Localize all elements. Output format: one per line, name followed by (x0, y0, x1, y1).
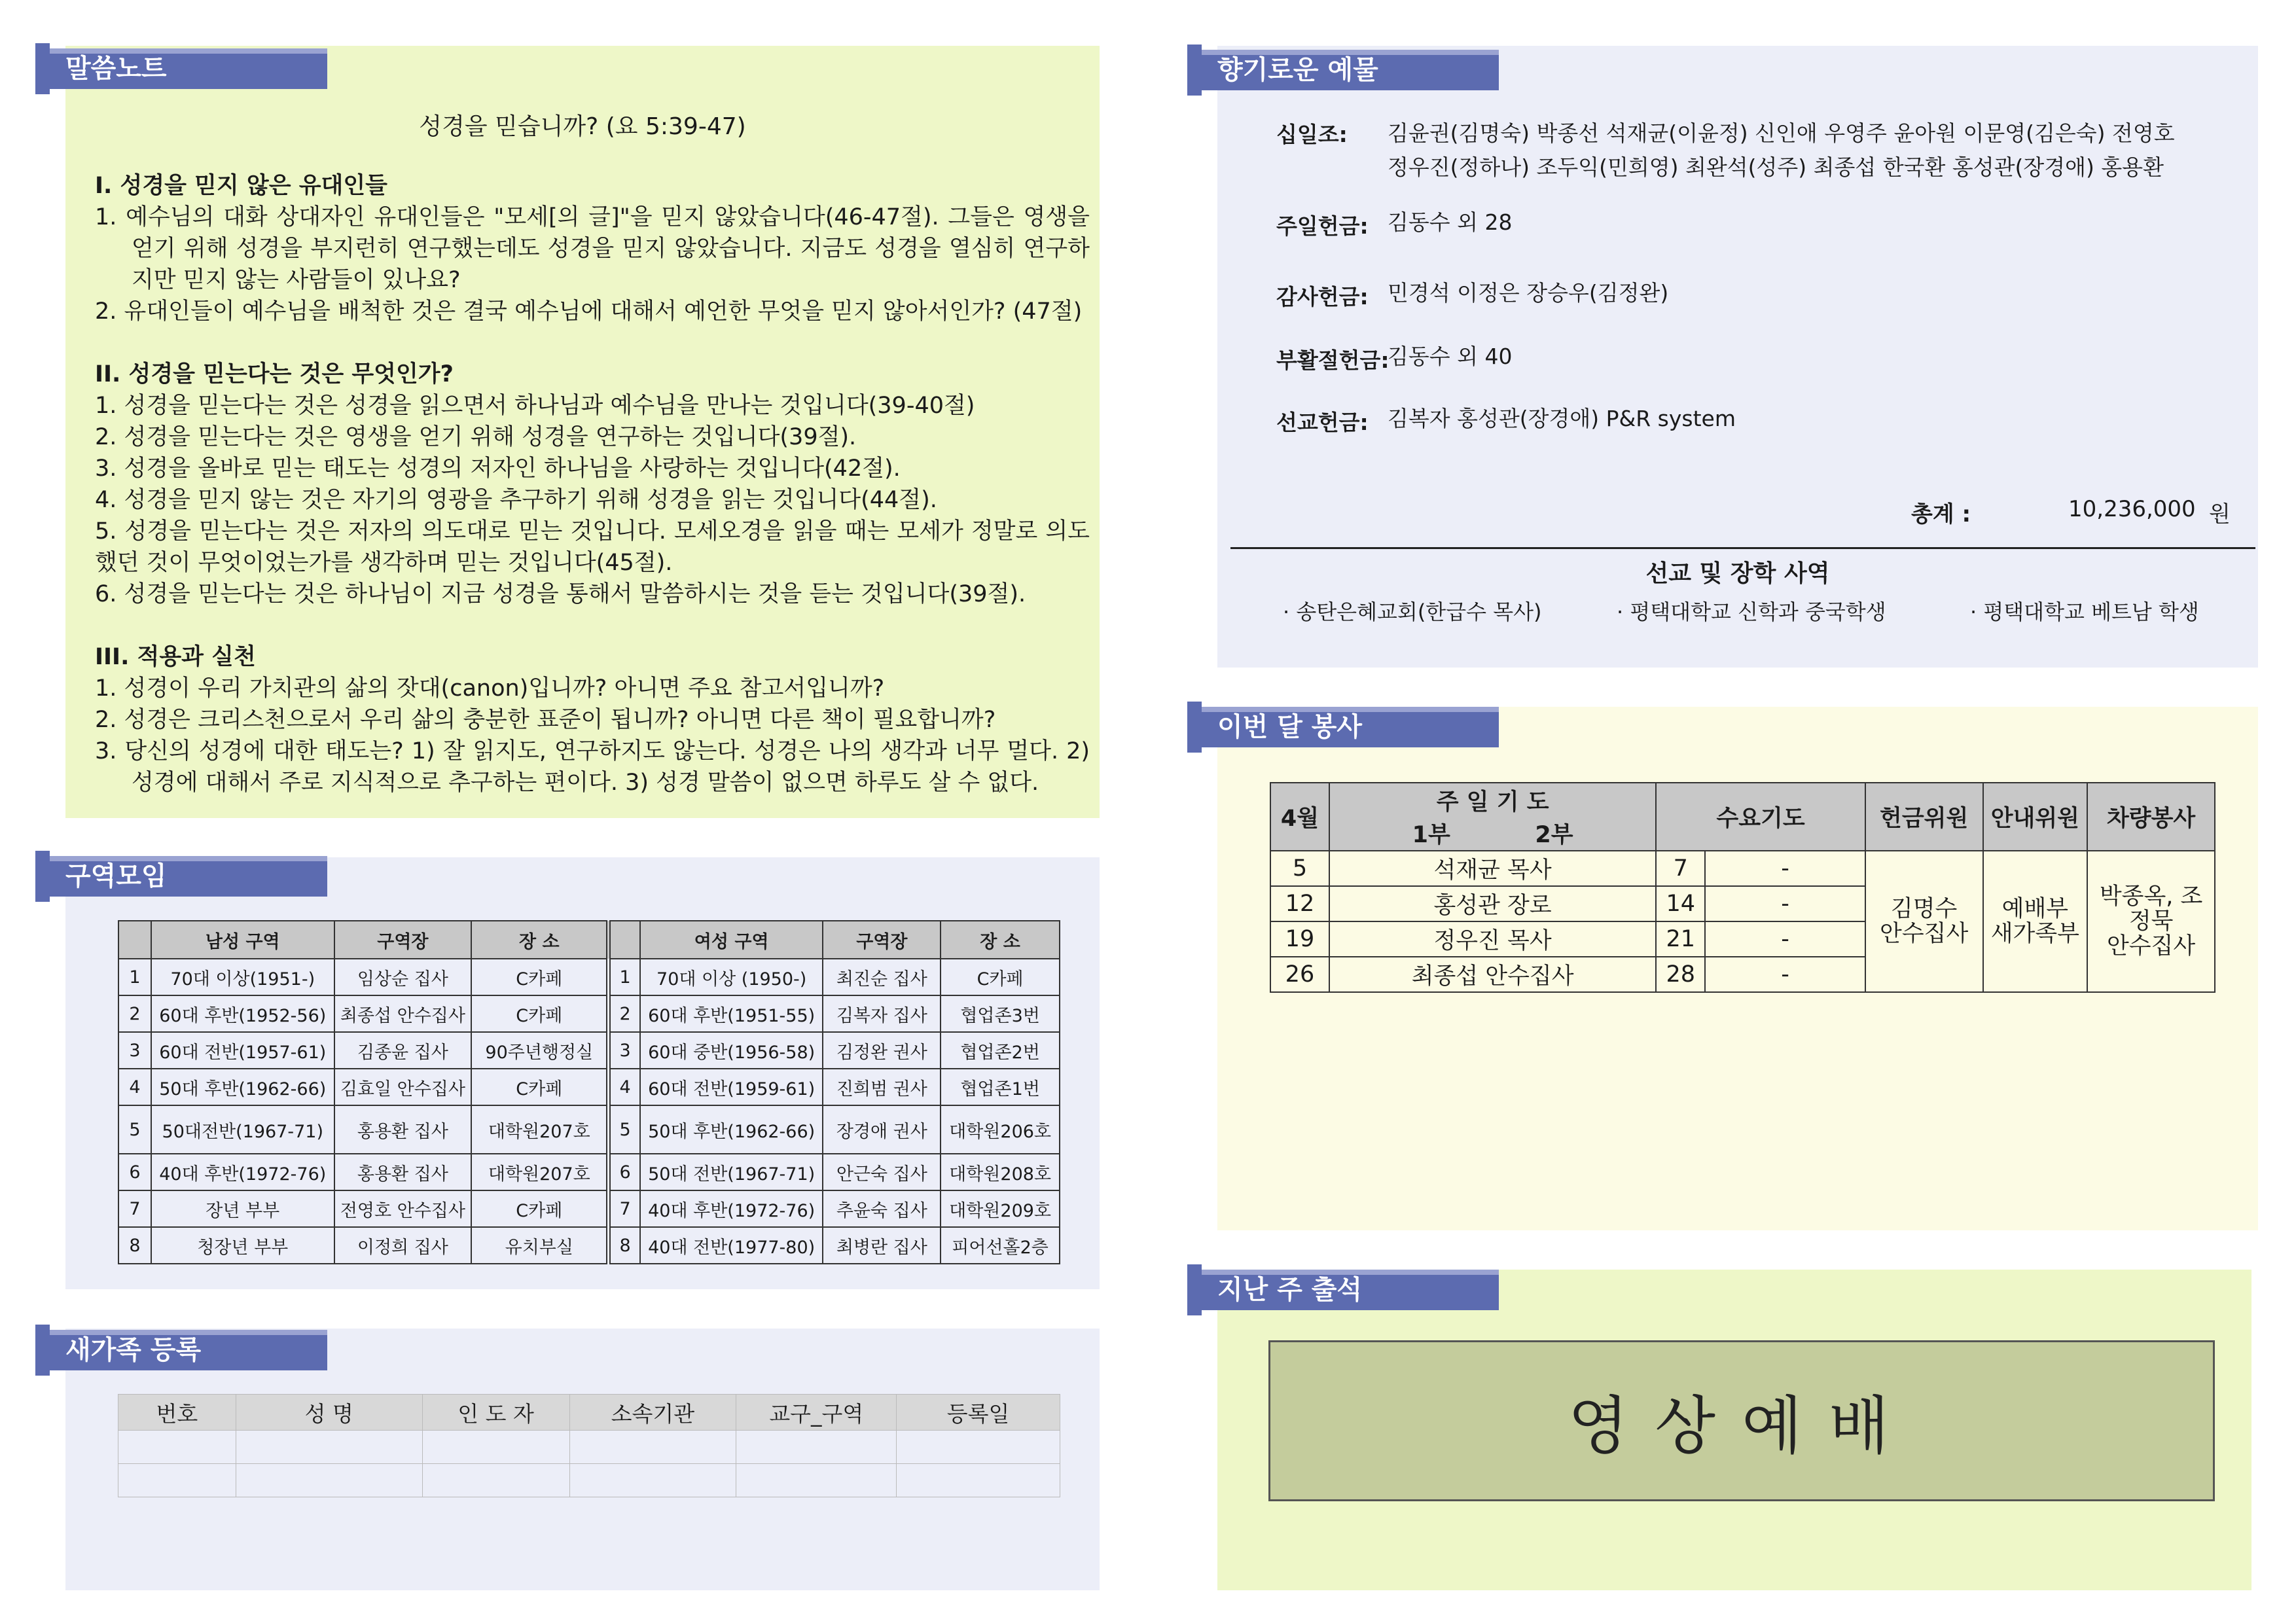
district-cell-f-place: 피어선홀2층 (941, 1227, 1060, 1264)
district-cell-f-area: 60대 후반(1951-55) (640, 995, 823, 1032)
district-cell-f-leader: 추윤숙 집사 (823, 1190, 941, 1227)
table-row (118, 1431, 1060, 1464)
offering-names: 김복자 홍성관(장경애) P&R system (1388, 406, 1736, 431)
table-row (118, 1105, 1060, 1154)
column-header: 인 도 자 (422, 1395, 569, 1431)
section-item: 3. 당신의 성경에 대한 태도는? 1) 잘 읽지도, 연구하지도 않는다. 성경은 나의 생각과 너무 멀다. 2) 성경에 대해서 주로 지식적으로 추구하는 편이다. 3) 성경 말씀이 없으면 하루도 살 수 없다. (95, 738, 1090, 796)
table-header-row (118, 1395, 1060, 1431)
district-table (118, 920, 1060, 1264)
column-header: 교구_구역 (736, 1395, 897, 1431)
district-cell-f-n: 3 (609, 1032, 640, 1069)
mission-item: · 평택대학교 신학과 중국학생 (1617, 599, 1886, 624)
column-header: 번호 (118, 1395, 236, 1431)
district-cell-n: 3 (118, 1032, 151, 1069)
section-item: 2. 성경을 믿는다는 것은 영생을 얻기 위해 성경을 연구하는 것입니다(39절). (95, 424, 857, 450)
district-cell-f-area: 70대 이상 (1950-) (640, 959, 823, 995)
district-cell-m-area: 60대 전반(1957-61) (151, 1032, 334, 1069)
vehicle-header: 차량봉사 (2087, 783, 2215, 851)
table-row: 12 홍성관 장로 14 - (1270, 886, 2215, 921)
district-cell-m-leader: 김효일 안수집사 (334, 1069, 472, 1105)
section-item: 2. 성경은 크리스천으로서 우리 삶의 충분한 표준이 됩니까? 아니면 다른 책이 필요합니까? (95, 707, 996, 733)
sunday-prayer-header: 주 일 기 도 1부 2부 (1329, 783, 1656, 851)
service-table (1270, 782, 2215, 993)
offering-label: 감사헌금: (1276, 284, 1369, 310)
district-cell-m-area: 50대 후반(1962-66) (151, 1069, 334, 1105)
district-cell-f-n: 4 (609, 1069, 640, 1105)
column-header: 성 명 (236, 1395, 422, 1431)
new-family-table (118, 1394, 1060, 1497)
district-cell-f-leader: 김복자 집사 (823, 995, 941, 1032)
district-cell-n: 7 (118, 1190, 151, 1227)
section-item: 1. 예수님의 대화 상대자인 유대인들은 "모세[의 글]"을 믿지 않았습니다(46-47절). 그들은 영생을 얻기 위해 성경을 부지런히 연구했는데도 성경을 믿지 않았습니다. 지금도 성경을 열심히 연구하지만 믿지 않는 사람들이 있나요? (95, 204, 1090, 293)
district-cell-f-leader: 최진순 집사 (823, 959, 941, 995)
district-cell-f-area: 40대 전반(1977-80) (640, 1227, 823, 1264)
table-row (118, 1464, 1060, 1497)
offering-panel (1217, 46, 2258, 668)
column-header: 구역장 (334, 921, 472, 959)
offering-label: 부활절헌금: (1276, 348, 1390, 373)
district-cell-m-area: 장년 부부 (151, 1190, 334, 1227)
offering-names: 김동수 외 28 (1388, 209, 1513, 235)
district-cell-f-n: 6 (609, 1154, 640, 1190)
table-row: 19 정우진 목사 21 - (1270, 921, 2215, 957)
table-row (118, 1227, 1060, 1264)
district-cell-m-leader: 홍용환 집사 (334, 1154, 472, 1190)
table-header-row (118, 921, 1060, 959)
district-cell-m-place: 대학원207호 (471, 1105, 609, 1154)
district-cell-f-n: 5 (609, 1105, 640, 1154)
mission-title: 선교 및 장학 사역 (1645, 560, 1830, 587)
video-worship-box: 영상예배 (1268, 1340, 2215, 1501)
offering-names: 김윤권(김명숙) 박종선 석재균(이윤정) 신인애 우영주 윤아원 이문영(김은숙) 전영호 정우진(정하나) 조두익(민희영) 최완석(성주) 최종섭 한국환 홍성관(장경애) 홍용환 (1388, 120, 2175, 180)
district-cell-n: 1 (118, 959, 151, 995)
column-header: 구역장 (823, 921, 941, 959)
district-cell-f-leader: 최병란 집사 (823, 1227, 941, 1264)
offering-header: 향기로운 예물 (1193, 50, 1499, 90)
district-cell-f-place: 대학원209호 (941, 1190, 1060, 1227)
section-item: 1. 성경이 우리 가치관의 삶의 잣대(canon)입니까? 아니면 주요 참고서입니까? (95, 675, 885, 702)
table-row: 26 최종섭 안수집사 28 - (1270, 957, 2215, 992)
district-cell-f-leader: 안근숙 집사 (823, 1154, 941, 1190)
service-header: 이번 달 봉사 (1193, 707, 1499, 747)
district-cell-m-place: C카페 (471, 995, 609, 1032)
district-cell-f-area: 50대 전반(1967-71) (640, 1154, 823, 1190)
district-panel (65, 857, 1100, 1289)
section-item: 1. 성경을 믿는다는 것은 성경을 읽으면서 하나님과 예수님을 만나는 것입니다(39-40절) (95, 393, 975, 419)
district-cell-f-leader: 진희범 권사 (823, 1069, 941, 1105)
district-cell-f-place: C카페 (941, 959, 1060, 995)
district-cell-n: 8 (118, 1227, 151, 1264)
district-cell-m-leader: 이정희 집사 (334, 1227, 472, 1264)
offering-names: 민경석 이정은 장승우(김정완) (1388, 280, 1669, 306)
district-cell-f-n: 2 (609, 995, 640, 1032)
offering-label: 선교헌금: (1276, 410, 1369, 435)
district-cell-m-place: C카페 (471, 1190, 609, 1227)
attendance-header: 지난 주 출석 (1193, 1270, 1499, 1310)
table-row (118, 1154, 1060, 1190)
section-heading: III. 적용과 실천 (95, 644, 256, 670)
column-header: 여성 구역 (640, 921, 823, 959)
divider (1230, 547, 2255, 549)
total-unit: 원 (2209, 501, 2231, 527)
table-row (118, 959, 1060, 995)
district-cell-f-area: 40대 후반(1972-76) (640, 1190, 823, 1227)
district-cell-m-leader: 홍용환 집사 (334, 1105, 472, 1154)
district-cell-m-place: 90주년행정실 (471, 1032, 609, 1069)
section-item: 4. 성경을 믿지 않는 것은 자기의 영광을 추구하기 위해 성경을 읽는 것입니다(44절). (95, 487, 937, 513)
district-cell-m-place: 유치부실 (471, 1227, 609, 1264)
section-heading: I. 성경을 믿지 않은 유대인들 (95, 173, 387, 199)
part1-label: 1부 (1412, 822, 1450, 848)
section-item: 2. 유대인들이 예수님을 배척한 것은 결국 예수님에 대해서 예언한 무엇을 믿지 않아서인가? (47절) (95, 298, 1083, 325)
part2-label: 2부 (1535, 822, 1573, 848)
district-cell-f-n: 7 (609, 1190, 640, 1227)
district-cell-f-area: 60대 전반(1959-61) (640, 1069, 823, 1105)
district-cell-n: 4 (118, 1069, 151, 1105)
district-cell-m-leader: 임상순 집사 (334, 959, 472, 995)
column-header: 장 소 (471, 921, 609, 959)
district-cell-m-leader: 최종섭 안수집사 (334, 995, 472, 1032)
offering-label: 십일조: (1276, 122, 1348, 147)
section-heading: II. 성경을 믿는다는 것은 무엇인가? (95, 361, 454, 387)
district-cell-m-place: C카페 (471, 959, 609, 995)
mission-item: · 송탄은혜교회(한급수 목사) (1283, 599, 1542, 624)
table-row (118, 1069, 1060, 1105)
district-cell-n: 5 (118, 1105, 151, 1154)
section-item: 5. 성경을 믿는다는 것은 저자의 의도대로 믿는 것입니다. 모세오경을 읽을 때는 모세가 정말로 의도했던 것이 무엇이었는가를 생각하며 믿는 것입니다(45절). (95, 518, 1090, 576)
month-header: 4월 (1270, 783, 1329, 851)
table-row (118, 995, 1060, 1032)
district-cell-m-area: 70대 이상(1951-) (151, 959, 334, 995)
sermon-title: 성경을 믿습니까? (요 5:39-47) (419, 113, 746, 140)
district-cell-f-area: 50대 후반(1962-66) (640, 1105, 823, 1154)
sermon-note-panel (65, 46, 1100, 818)
vehicle-cell: 박종옥, 조정묵 안수집사 (2087, 851, 2215, 992)
column-header: 장 소 (941, 921, 1060, 959)
district-cell-f-leader: 장경애 권사 (823, 1105, 941, 1154)
district-cell-m-area: 40대 후반(1972-76) (151, 1154, 334, 1190)
district-cell-n: 6 (118, 1154, 151, 1190)
mission-item: · 평택대학교 베트남 학생 (1970, 599, 2199, 624)
district-cell-m-leader: 김종윤 집사 (334, 1032, 472, 1069)
offering-committee-header: 헌금위원 (1865, 783, 1983, 851)
new-family-header: 새가족 등록 (41, 1330, 327, 1370)
new-family-panel (65, 1329, 1100, 1590)
district-cell-f-place: 협업존2번 (941, 1032, 1060, 1069)
total-label: 총계 : (1911, 501, 1971, 527)
district-cell-m-place: 대학원207호 (471, 1154, 609, 1190)
attendance-panel (1217, 1270, 2251, 1590)
column-header: 등록일 (897, 1395, 1060, 1431)
district-cell-f-place: 협업존3번 (941, 995, 1060, 1032)
district-cell-f-place: 협업존1번 (941, 1069, 1060, 1105)
table-row: 5 석재균 목사 7 - 김명수 안수집사 예배부 새가족부 박종옥, 조정묵 안수집사 (1270, 851, 2215, 886)
section-item: 6. 성경을 믿는다는 것은 하나님이 지금 성경을 통해서 말씀하시는 것을 듣는 것입니다(39절). (95, 581, 1026, 607)
offering-label: 주일헌금: (1276, 213, 1369, 239)
table-row (118, 1190, 1060, 1227)
district-cell-m-leader: 전영호 안수집사 (334, 1190, 472, 1227)
service-panel (1217, 707, 2258, 1230)
district-cell-f-n: 1 (609, 959, 640, 995)
total-value: 10,236,000 (2068, 496, 2196, 522)
offering-committee-cell: 김명수 안수집사 (1865, 851, 1983, 992)
district-cell-f-place: 대학원206호 (941, 1105, 1060, 1154)
district-cell-m-area: 50대전반(1967-71) (151, 1105, 334, 1154)
district-cell-m-place: C카페 (471, 1069, 609, 1105)
column-header: 남성 구역 (151, 921, 334, 959)
table-row (118, 1032, 1060, 1069)
district-cell-f-leader: 김정완 권사 (823, 1032, 941, 1069)
usher-header: 안내위원 (1983, 783, 2088, 851)
district-cell-m-area: 60대 후반(1952-56) (151, 995, 334, 1032)
district-cell-m-area: 청장년 부부 (151, 1227, 334, 1264)
sermon-note-header: 말씀노트 (41, 48, 327, 89)
district-cell-f-n: 8 (609, 1227, 640, 1264)
sermon-body (95, 170, 1090, 798)
district-cell-n: 2 (118, 995, 151, 1032)
table-header-row (1270, 783, 2215, 851)
wed-prayer-header: 수요기도 (1656, 783, 1865, 851)
usher-cell: 예배부 새가족부 (1983, 851, 2088, 992)
section-item: 3. 성경을 올바로 믿는 태도는 성경의 저자인 하나님을 사랑하는 것입니다(42절). (95, 455, 901, 482)
column-header: 소속기관 (569, 1395, 736, 1431)
offering-names: 김동수 외 40 (1388, 344, 1513, 369)
district-cell-f-place: 대학원208호 (941, 1154, 1060, 1190)
district-cell-f-area: 60대 중반(1956-58) (640, 1032, 823, 1069)
district-header: 구역모임 (41, 856, 327, 897)
